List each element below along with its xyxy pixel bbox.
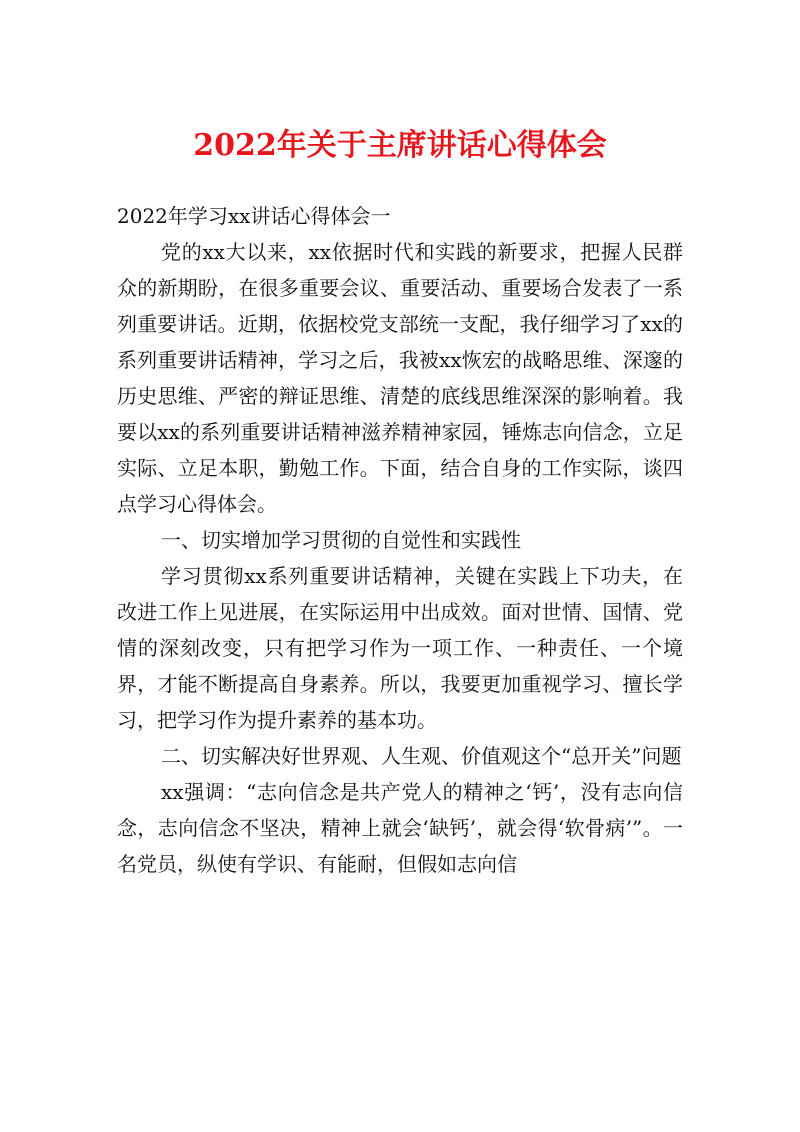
document-body (117, 198, 683, 882)
paragraph-section-2: xx强调：“志向信念是共产党人的精神之‘钙’，没有志向信念，志向信念不坚决，精神上就会‘缺钙’，就会得‘软骨病’”。一名党员，纵使有学识、有能耐，但假如志向信 (117, 780, 683, 876)
paragraph-intro: 党的xx大以来，xx依据时代和实践的新要求，把握人民群众的新期盼，在很多重要会议、重要活动、重要场合发表了一系列重要讲话。近期，依据校党支部统一支配，我仔细学习了xx的系列重要讲话精神，学习之后，我被xx恢宏的战略思维、深邃的历史思维、严密的辩证思维、清楚的底线思维深深的影响着。我要以xx的系列重要讲话精神滋养精神家园，锤炼志向信念，立足实际、立足本职，勤勉工作。下面，结合自身的工作实际，谈四点学习心得体会。 (117, 240, 683, 516)
document-title: 2022年关于主席讲话心得体会 (193, 128, 607, 163)
paragraph-section-1: 学习贯彻xx系列重要讲话精神，关键在实践上下功夫，在改进工作上见进展，在实际运用中出成效。面对世情、国情、党情的深刻改变，只有把学习作为一项工作、一种责任、一个境界，才能不断提高自身素养。所以，我要更加重视学习、擅长学习，把学习作为提升素养的基本功。 (117, 564, 683, 732)
document-subtitle: 2022年学习xx讲话心得体会一 (117, 204, 391, 228)
section-heading-1: 一、切实增加学习贯彻的自觉性和实践性 (161, 528, 521, 552)
section-heading-2: 二、切实解决好世界观、人生观、价值观这个“总开关”问题 (161, 744, 682, 768)
